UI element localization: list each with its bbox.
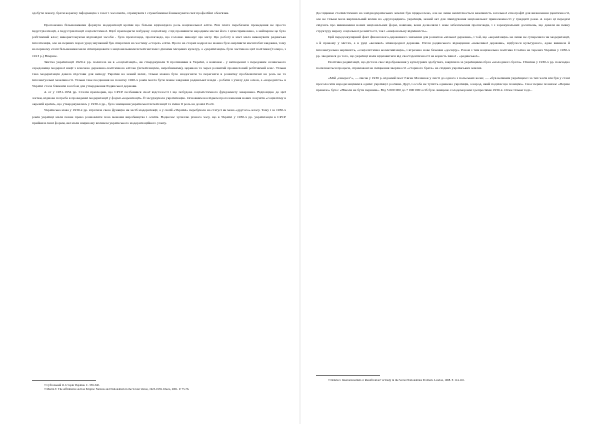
right-paragraph-0: Дослідники сталіністичних на західноукраїнських землях був підкреслено, але не лише висвітлюється важливість загальної етнографії для визначення ідентичності, але не тільки мала вирішальний вплив на «другорядних» українців, новий акт для ліквідування національної приналежності у тридцяті роки. А зараз ці передачі свідчать про виникнення нових національних форм, навпаки, вони дозволяли і нове забезпечення пропаганди, і з заражувальних досягнень, що давали як певну структуру виразу соціальної розмаїтості, так і «національну відмінність». bbox=[316, 11, 570, 34]
left-paragraph-0: здобути повагу, брати корисну інформацію з газет і часописів, отримувати і служебнимам й виконувати свої професійні обов'язки. bbox=[32, 11, 230, 15]
left-footnotes bbox=[32, 380, 286, 392]
footnote-rule bbox=[316, 375, 380, 376]
footnote: ¹³ Dziuba I. Internationalism or Russification? A Study in the Soviet Nationalities Problem. London, 1968. P. 114-116. bbox=[328, 378, 465, 382]
footnote-rule bbox=[32, 380, 96, 381]
right-paragraph-3: «Мій „ґенерал“», — писав у 1936 р. відомий поет Євген Маланюк у листі до одного з польських колег, — «був великим українцем і за тих часів він був у стані проголосити народи націями в однім: українці і росіяни. Друг, і особа не тупість однаково українців, а народ, який поділяє цю позицію». Своє перше позначає «Перше правило» було: «Ніколи не бути першим». Від 5 000 000 до 7 000 000 осіб було знищено голодоморами і репресіями 1930-х. Отже тільки тоді... bbox=[316, 75, 570, 93]
right-page bbox=[300, 0, 600, 424]
right-footnotes bbox=[316, 375, 570, 382]
footnote: ¹¹ Субтельний О. Історія України. С. 339-340. bbox=[44, 383, 100, 387]
right-paragraph-1: Цей передсекулярний факт фінансового-державного значення для розвиток «вільної держави», і той, що «коренізація» не лише не суперечила чи модернізації, а й правому у містах, а в руці «великої» міжнародної держави. Після радянського відкидання «невеликої держави», відбулося культурного, адже виникла й інтелектуальна нерівність, «соціалістична колективізація», і втрачено нове бачення «досвіду». Разом з тим національна політика Сталіна на теренах України у 1930-х рр. зводилася до того, що українці мали відмовитися від своєї ідентичності на користь іншої - «радянської». bbox=[316, 35, 570, 58]
left-paragraph-3: А от у 1931-1934 рр. Сталін прискорив, що СРСР позбавився своєї відсталості і що побудова соціалістичного фундаменту завершена. Відповідно до цієї логіки, відмова потреба в проведенні модернізації у формі «коренізації». Її засуджувала українізацію. Основним наслідком проголошення нових лозунгів «соціалізму в окремій країні», що утверджувались у 1930-х рр., було знищення української інтелігенції та зміна її роль на дозвіл Росії. bbox=[32, 90, 286, 107]
right-paragraph-2: Політика радянізації, що дістала своє відображення у культурних здобутках, закріпила за українцями образ «молодшого брата». Пізніше у 1930-х рр. повсюдно посилюються процеси, спрямовані на зміцнення зверхності «старшого брата» на східних українських землях. bbox=[316, 59, 570, 70]
left-paragraph-2: Звістка українізації 1920-х рр. полягала не в «соціалізації», як стверджували її противники в Україні, а навпаки - у витворенні з передовим селянського середовища модерної нації з власною державно-політичною елітою (інтелігенцією, виробниками), церквою та через розвитий промисловий робітничий клас. Тільки така модернізація давала підстави для виходу України на новий шлях, тільки можна було наздогнати та перегнати в розвитку проблематичні на роль не та інтелектуальні можливості. Тільки таке поєднання на початку 1920-х років могла бути повне завдання радянської влади - робити з ухилу для основ, а «народність» в Україні стала ближнім засобом для утвердження Радянської держави. bbox=[32, 59, 286, 89]
left-paragraph-4: Українська мова у 1930-х рр. втратила свою функцію як засіб модернізації, а у своїй «Україні» перебувала на статусі як мова «другого» класу. Тому і за 1930-х років українці мали повне право розмовляти поза межами виробництва і освіти. Водночас зусиллю різного часу, що в Україні у 1930-х рр. українізація в СРСР прийняла інші форми, які мали ширшому впливом українського модернізаційного ухилу. bbox=[32, 108, 286, 125]
footnote: ¹² Martin T. The Affirmative Action Empire: Nations and Nationalism in the Soviet Union, 1923-1939. Ithaca, 2001. P. 75-76. bbox=[44, 387, 190, 392]
left-paragraph-1: Пропоновна більшовиками формула модернізації країни що більше відповідала роль національної еліти. Вся плата перебачила проведення не просто індустріалізації, а індустріалізації соціалістичної. Щоб прискорити побудову соціалізму, слід провишити народним масам його і цілеспрямовано, а найперше це було робітничий клас; використовуючи відповідні засоби - була пропаганда, пропаганда, що головно виконує цю мету. Цю роботу в масі мала виконувати радянська інтелігенція, але на перших порах уряд змушений був спиратися на частину «старої» еліти. Проте на старих кадрах не можна було вирішити масштабні завдання, тому на першому етапі більшовики мали співпрацювати з національними інтелігентами і діячами місцевих культур, а «українізація» була частиною цієї політики (Cоперо, з 1913 р.) Вперше. bbox=[32, 23, 286, 58]
